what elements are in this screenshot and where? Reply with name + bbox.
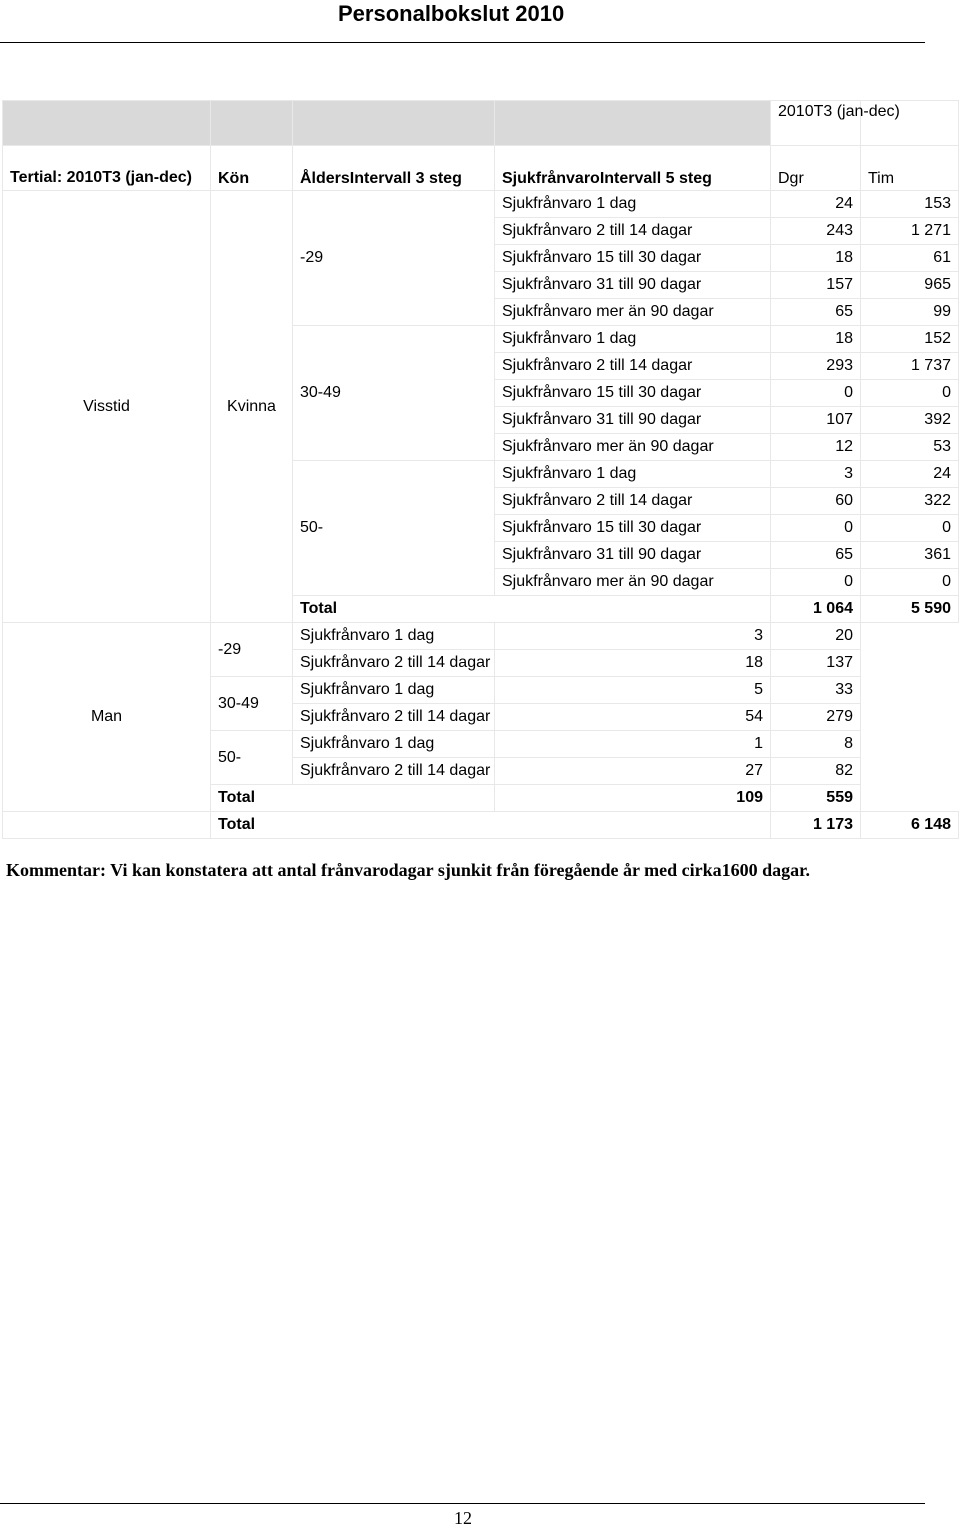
interval-cell: Sjukfrånvaro 2 till 14 dagar bbox=[293, 704, 495, 731]
tim-cell: 392 bbox=[861, 407, 959, 434]
filter-label: Tertial: 2010T3 (jan-dec) bbox=[3, 146, 211, 191]
interval-cell: Sjukfrånvaro 2 till 14 dagar bbox=[495, 353, 771, 380]
interval-cell: Sjukfrånvaro 31 till 90 dagar bbox=[495, 272, 771, 299]
header-row-bottom bbox=[3, 146, 959, 191]
comment-text: Kommentar: Vi kan konstatera att antal frånvarodagar sjunkit från föregående år med cirka1600 dagar. bbox=[6, 860, 810, 880]
grand-total-spacer bbox=[3, 812, 211, 839]
tim-cell: 61 bbox=[861, 245, 959, 272]
dgr-cell: 0 bbox=[771, 380, 861, 407]
subtotal-tim: 5 590 bbox=[861, 596, 959, 623]
tim-cell: 0 bbox=[861, 569, 959, 596]
dgr-cell: 3 bbox=[495, 623, 771, 650]
age-cell: 30-49 bbox=[293, 326, 495, 461]
subtotal-tim: 559 bbox=[771, 785, 861, 812]
column-header-dgr: Dgr bbox=[771, 146, 861, 191]
dgr-cell: 157 bbox=[771, 272, 861, 299]
age-cell: 50- bbox=[211, 731, 293, 785]
header-period bbox=[771, 101, 900, 146]
header-sjuk-spacer bbox=[495, 101, 771, 146]
dgr-cell: 18 bbox=[771, 326, 861, 353]
footer-divider bbox=[0, 1503, 925, 1504]
tim-cell: 137 bbox=[771, 650, 861, 677]
interval-cell: Sjukfrånvaro mer än 90 dagar bbox=[495, 299, 771, 326]
tim-cell: 33 bbox=[771, 677, 861, 704]
kon-cell-man: Man bbox=[3, 623, 211, 812]
anstallning-cell: Visstid bbox=[3, 191, 211, 623]
age-cell: -29 bbox=[211, 623, 293, 677]
tim-cell: 24 bbox=[861, 461, 959, 488]
interval-cell: Sjukfrånvaro mer än 90 dagar bbox=[495, 434, 771, 461]
dgr-cell: 54 bbox=[495, 704, 771, 731]
dgr-cell: 243 bbox=[771, 218, 861, 245]
dgr-cell: 60 bbox=[771, 488, 861, 515]
interval-cell: Sjukfrånvaro 15 till 30 dagar bbox=[495, 380, 771, 407]
dgr-cell: 18 bbox=[771, 245, 861, 272]
tim-cell: 152 bbox=[861, 326, 959, 353]
age-cell: 30-49 bbox=[211, 677, 293, 731]
dgr-cell: 27 bbox=[495, 758, 771, 785]
interval-cell: Sjukfrånvaro 15 till 30 dagar bbox=[495, 245, 771, 272]
interval-cell: Sjukfrånvaro 1 dag bbox=[495, 461, 771, 488]
tim-cell: 153 bbox=[861, 191, 959, 218]
header-alder-spacer bbox=[293, 101, 495, 146]
subtotal-label: Total bbox=[293, 596, 771, 623]
interval-cell: Sjukfrånvaro 2 till 14 dagar bbox=[293, 650, 495, 677]
tim-cell: 53 bbox=[861, 434, 959, 461]
kon-cell-kvinna: Kvinna bbox=[211, 191, 293, 623]
subtotal-dgr: 109 bbox=[495, 785, 771, 812]
table-row bbox=[3, 623, 959, 650]
page-title: Personalbokslut 2010 bbox=[338, 1, 565, 26]
interval-cell: Sjukfrånvaro mer än 90 dagar bbox=[495, 569, 771, 596]
interval-cell: Sjukfrånvaro 1 dag bbox=[293, 731, 495, 758]
tim-cell: 82 bbox=[771, 758, 861, 785]
tim-cell: 99 bbox=[861, 299, 959, 326]
interval-cell: Sjukfrånvaro 1 dag bbox=[293, 677, 495, 704]
sick-leave-table bbox=[2, 100, 959, 839]
interval-cell: Sjukfrånvaro 2 till 14 dagar bbox=[495, 218, 771, 245]
interval-cell: Sjukfrånvaro 1 dag bbox=[495, 191, 771, 218]
tim-cell: 8 bbox=[771, 731, 861, 758]
header-filter-spacer bbox=[3, 101, 211, 146]
dgr-cell: 293 bbox=[771, 353, 861, 380]
interval-cell: Sjukfrånvaro 1 dag bbox=[293, 623, 495, 650]
tim-cell: 361 bbox=[861, 542, 959, 569]
tim-cell: 279 bbox=[771, 704, 861, 731]
age-cell: 50- bbox=[293, 461, 495, 596]
grand-total-row bbox=[3, 812, 959, 839]
interval-cell: Sjukfrånvaro 2 till 14 dagar bbox=[495, 488, 771, 515]
column-header-sjukfranvaro: SjukfrånvaroIntervall 5 steg bbox=[495, 146, 771, 191]
title-divider bbox=[0, 42, 925, 43]
interval-cell: Sjukfrånvaro 2 till 14 dagar bbox=[293, 758, 495, 785]
column-header-kon: Kön bbox=[211, 146, 293, 191]
subtotal-dgr: 1 064 bbox=[771, 596, 861, 623]
dgr-cell: 65 bbox=[771, 542, 861, 569]
dgr-cell: 5 bbox=[495, 677, 771, 704]
header-kon-spacer bbox=[211, 101, 293, 146]
tim-cell: 965 bbox=[861, 272, 959, 299]
column-header-tim: Tim bbox=[861, 146, 959, 191]
interval-cell: Sjukfrånvaro 1 dag bbox=[495, 326, 771, 353]
interval-cell: Sjukfrånvaro 15 till 30 dagar bbox=[495, 515, 771, 542]
page-number: 12 bbox=[454, 1508, 472, 1528]
column-header-alder: ÅldersIntervall 3 steg bbox=[293, 146, 495, 191]
interval-cell: Sjukfrånvaro 31 till 90 dagar bbox=[495, 542, 771, 569]
period-label: 2010T3 (jan-dec) bbox=[778, 103, 900, 120]
grand-total-tim: 6 148 bbox=[861, 812, 959, 839]
dgr-cell: 107 bbox=[771, 407, 861, 434]
tim-cell: 0 bbox=[861, 515, 959, 542]
dgr-cell: 24 bbox=[771, 191, 861, 218]
dgr-cell: 0 bbox=[771, 515, 861, 542]
tim-cell: 322 bbox=[861, 488, 959, 515]
table-row bbox=[3, 191, 959, 218]
interval-cell: Sjukfrånvaro 31 till 90 dagar bbox=[495, 407, 771, 434]
header-row-top bbox=[3, 101, 959, 146]
dgr-cell: 3 bbox=[771, 461, 861, 488]
dgr-cell: 18 bbox=[495, 650, 771, 677]
dgr-cell: 1 bbox=[495, 731, 771, 758]
age-cell: -29 bbox=[293, 191, 495, 326]
dgr-cell: 12 bbox=[771, 434, 861, 461]
tim-cell: 20 bbox=[771, 623, 861, 650]
tim-cell: 0 bbox=[861, 380, 959, 407]
dgr-cell: 65 bbox=[771, 299, 861, 326]
tim-cell: 1 271 bbox=[861, 218, 959, 245]
dgr-cell: 0 bbox=[771, 569, 861, 596]
grand-total-label: Total bbox=[211, 812, 771, 839]
grand-total-dgr: 1 173 bbox=[771, 812, 861, 839]
tim-cell: 1 737 bbox=[861, 353, 959, 380]
subtotal-label: Total bbox=[211, 785, 495, 812]
